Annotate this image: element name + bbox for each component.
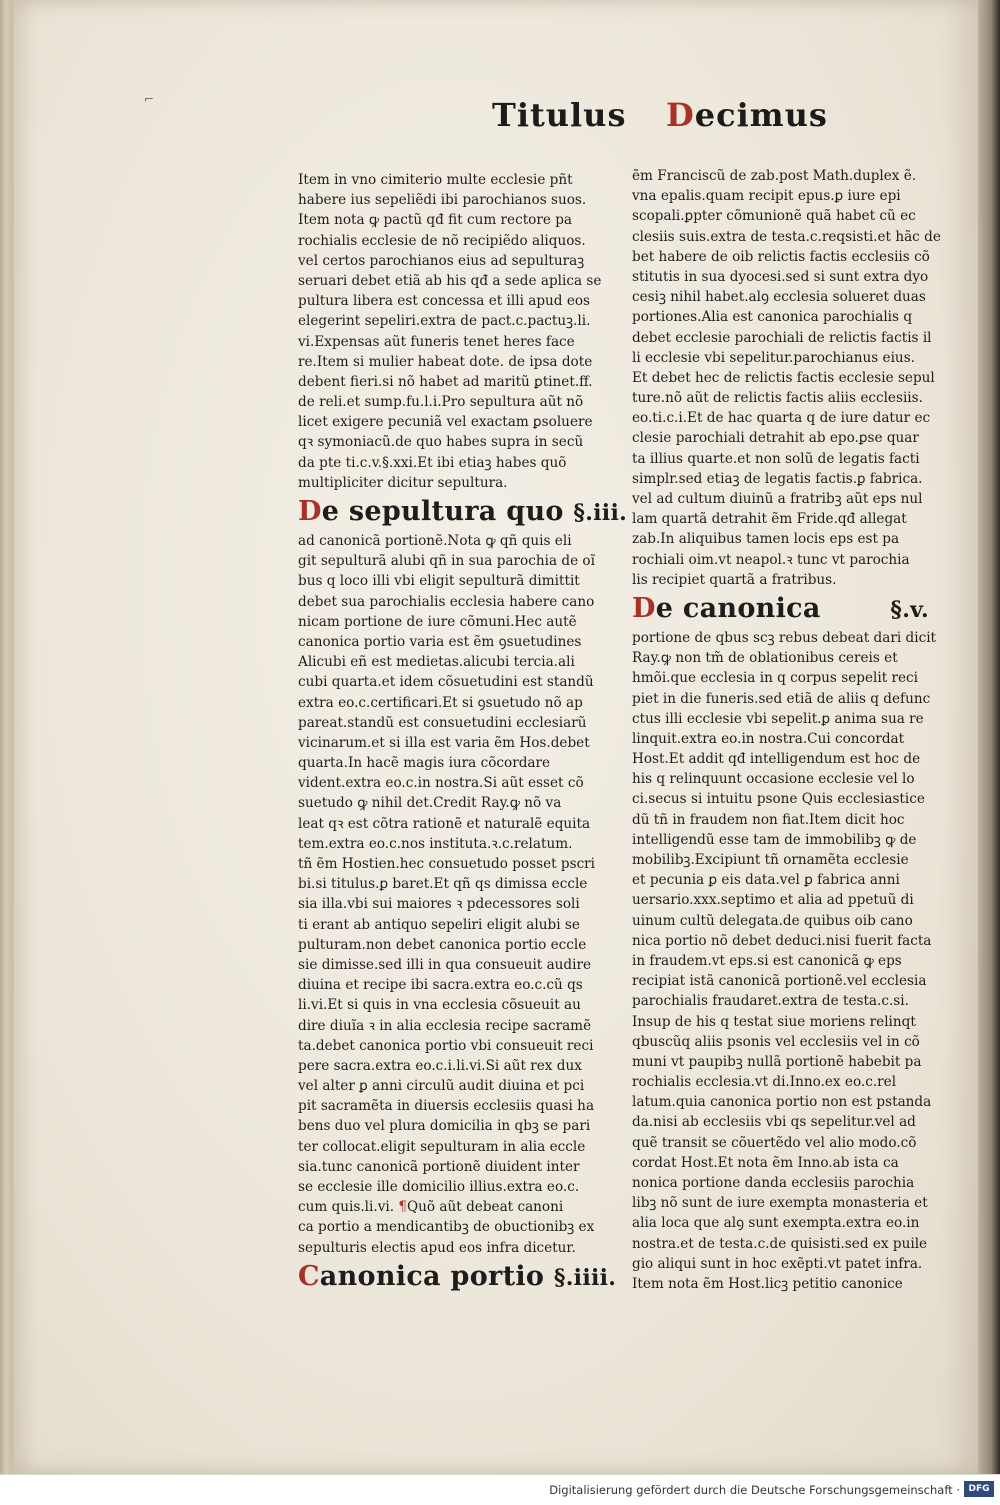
text-line: vident.extra eo.c.in nostra.Si aũt esset cõ <box>298 775 584 792</box>
text-line: li ecclesie vbi sepelitur.parochianus eius. <box>632 349 915 366</box>
margin-mark: ⌐ <box>144 92 155 106</box>
text-line: pultura libera est concessa et illi apud eos <box>298 293 591 310</box>
text-line: quarta.In hacẽ magis iura cõcordare <box>298 755 551 772</box>
text-line: tem.extra eo.c.nos instituta.ꝛ.c.relatum. <box>298 835 573 852</box>
text-line: bi.si titulus.ꝑ baret.Et qñ qs dimissa eccle <box>298 876 588 893</box>
text-line: Item nota ẽm Host.licꝫ petitio canonice <box>632 1275 903 1292</box>
funding-notice: Digitalisierung gefördert durch die Deutsche Forschungsgemeinschaft · <box>549 1483 960 1497</box>
text-line: ture.nõ aũt de relictis factis aliis ecclesiis. <box>632 390 923 407</box>
text-line: recipiat istã canonicã portionẽ.vel ecclesia <box>632 973 927 990</box>
text-line: da pte ti.c.v.§.xxi.Et ibi etiaꝫ habes quõ <box>298 454 567 471</box>
text-line: gio aliqui sunt in hoc exẽpti.vt patet infra. <box>632 1255 923 1272</box>
text-line: Alicubi eñ est medietas.alicubi tercia.ali <box>298 654 575 671</box>
text-line: mobilibꝫ.Excipiunt tñ ornamẽta ecclesie <box>632 852 909 868</box>
text-line: rochiali oim.vt neapol.ꝛ tunc vt parochia <box>632 551 910 568</box>
text-line: pit sacramẽta in diuersis ecclesiis quasi ha <box>298 1098 595 1115</box>
right-column-lines-a <box>632 166 952 590</box>
text-line: lam quartã detrahit ẽm Fride.qđ allegat <box>632 511 907 528</box>
section-heading-de-canonica: De canonica §.v. <box>632 592 929 624</box>
text-line: cesiꝫ nihil habet.alꝯ ecclesia solueret duas <box>632 289 926 306</box>
text-line: libꝫ nõ sunt de iure exempta monasteria et <box>632 1195 928 1212</box>
text-line: vna epalis.quam recipit epus.ꝑ iure epi <box>632 188 901 205</box>
text-line: ca portio a mendicantibꝫ de obuctionibꝫ ex <box>298 1219 595 1236</box>
text-line: extra eo.c.certificari.Et si ꝯsuetudo nõ ap <box>298 694 583 711</box>
text-line: eo.ti.c.i.Et de hac quarta q de iure datur ec <box>632 410 931 427</box>
text-line: ad canonicã portionẽ.Nota ꝙ qñ quis eli <box>298 533 572 549</box>
text-line: latum.quia canonica portio non est pstanda <box>632 1094 932 1111</box>
text-line: vicinarum.et si illa est varia ẽm Hos.debet <box>298 734 590 751</box>
text-line: de reli.et sump.fu.l.i.Pro sepultura aũt nõ <box>298 394 584 411</box>
text-line: li.vi.Et si quis in vna ecclesia cõsueuit au <box>298 997 581 1014</box>
text-line: da.nisi ab ecclesiis vbi qs sepelitur.vel ad <box>632 1114 916 1131</box>
text-line: nicam portione de iure cõmuni.Hec autẽ <box>298 613 577 630</box>
text-line: seruari debet etiã ab his qđ a sede aplica se <box>298 272 602 289</box>
rubricated-initial: D <box>666 96 695 134</box>
text-line: ẽm Franciscũ de zab.post Math.duplex ẽ. <box>632 168 917 184</box>
text-line: habere ius sepeliẽdi ibi parochianos suos. <box>298 192 587 209</box>
text-line: Et debet hec de relictis factis ecclesie sepul <box>632 369 935 386</box>
text-line: nica portio nõ debet deduci.nisi fuerit facta <box>632 932 932 949</box>
text-line: et pecunia ꝑ eis data.vel ꝑ fabrica anni <box>632 872 900 889</box>
text-line: qꝛ symoniacũ.de quo habes supra in secũ <box>298 434 584 451</box>
book-page <box>14 0 986 1474</box>
text-line: sia illa.vbi sui maiores ꝛ pdecessores soli <box>298 896 580 913</box>
text-line: clesiis suis.extra de testa.c.reqsisti.et hãc de <box>632 228 941 245</box>
text-line: elegerint sepeliri.extra de pact.c.pactuꝫ.li. <box>298 313 591 330</box>
text-line: pareat.standũ est consuetudini ecclesiarũ <box>298 714 587 731</box>
text-line: ti erant ab antiquo sepeliri eligit alubi se <box>298 916 580 933</box>
left-column-lines-a <box>298 170 628 493</box>
text-line: debet sua parochialis ecclesia habere cano <box>298 593 595 610</box>
text-line: pere sacra.extra eo.c.i.li.vi.Si aũt rex dux <box>298 1057 582 1074</box>
text-line: portione de qbus scꝫ rebus debeat dari dicit <box>632 629 937 646</box>
running-head <box>484 96 828 146</box>
text-line: uinum cultũ delegata.de quibus oib cano <box>632 912 913 929</box>
text-line: nostra.et de testa.c.de quisisti.sed ex puile <box>632 1235 928 1252</box>
text-line: intelligendũ esse tam de immobilibꝫ ꝙ de <box>632 831 917 848</box>
left-column-lines-b <box>298 531 628 1258</box>
left-text-column <box>298 170 628 1296</box>
dfg-logo: DFG <box>964 1481 994 1497</box>
text-line: uersario.xxx.septimo et alia ad ppetuũ di <box>632 892 914 909</box>
text-line: muni vt paupibꝫ nullã portionẽ habebit pa <box>632 1053 922 1070</box>
text-line: sepulturis electis apud eos infra dicetur. <box>298 1239 576 1256</box>
text-line: lis recipiet quartã a fratribus. <box>632 571 837 588</box>
text-line: licet exigere pecuniã vel exactam ꝑsoluere <box>298 414 593 431</box>
text-line: tñ ẽm Hostien.hec consuetudo posset pscri <box>298 856 596 872</box>
text-line: quẽ transit se cõuertẽdo vel alio modo.cõ <box>632 1134 917 1151</box>
text-line: ctus illi ecclesie vbi sepelit.ꝑ anima sua re <box>632 710 924 727</box>
text-line: alia loca que alꝯ sunt exempta.extra eo.in <box>632 1215 920 1232</box>
text-line: portiones.Alia est canonica parochialis q <box>632 309 913 326</box>
text-line: leat qꝛ est cõtra rationẽ et naturalẽ equita <box>298 815 591 832</box>
text-line: simplr.sed etiaꝫ de legatis factis.ꝑ fabrica. <box>632 470 923 487</box>
pilcrow-mark: ¶ <box>394 1199 408 1216</box>
text-line: hmõi.que ecclesia in q corpus sepelit reci <box>632 670 918 687</box>
text-line: sia.tunc canonicã portionẽ diuident inter <box>298 1158 580 1175</box>
text-line: re.Item si mulier habeat dote. de ipsa dote <box>298 353 593 370</box>
text-line: bens duo vel plura domicilia in qbꝫ se pari <box>298 1118 591 1135</box>
text-line: se ecclesie ille domicilio illius.extra eo.c. <box>298 1179 580 1195</box>
text-line: dire diuĩa ꝛ in alia ecclesia recipe sacramẽ <box>298 1017 592 1034</box>
text-line: stitutis in sua dyocesi.sed si sunt extra dyo <box>632 268 929 285</box>
text-line: debet ecclesie parochiali de relictis factis il <box>632 329 932 346</box>
funding-footer <box>0 1474 1000 1505</box>
text-line: cordat Host.Et nota ẽm Inno.ab ista ca <box>632 1154 899 1171</box>
right-column-lines-b <box>632 628 952 1294</box>
text-line: cubi quarta.et idem cõsuetudini est standũ <box>298 674 594 691</box>
text-line: ta.debet canonica portio vbi consueuit reci <box>298 1037 594 1054</box>
text-line: ta illius quarte.et non solũ de legatis facti <box>632 450 920 467</box>
text-line: Item nota ꝙ pactũ qđ fit cum rectore pa <box>298 212 573 229</box>
text-line: his q relinquunt occasione ecclesie vel lo <box>632 771 915 788</box>
text-line: vel ad cultum diuinũ a fratribꝫ aũt eps nul <box>632 491 923 507</box>
text-line: suetudo ꝙ nihil det.Credit Ray.ꝙ nõ va <box>298 795 562 812</box>
text-line: clesie parochiali detrahit ab epo.ꝑse quar <box>632 430 919 447</box>
text-line: git sepulturã alubi qñ in sua parochia de oĩ <box>298 553 595 570</box>
section-heading-sepultura: De sepultura quo §.iii. <box>298 496 628 527</box>
text-line: Item in vno cimiterio multe ecclesie pñt <box>298 172 573 188</box>
text-line: Ray.ꝙ non tm̃ de oblationibus cereis et <box>632 650 898 667</box>
text-line: rochialis ecclesie de nõ recipiẽdo aliquos. <box>298 232 586 249</box>
text-line: zab.In aliquibus tamen locis eps est pa <box>632 531 900 548</box>
next-page-edge <box>978 0 1000 1474</box>
text-line: pulturam.non debet canonica portio eccle <box>298 936 587 953</box>
text-line: ci.secus si intuitu psone Quis ecclesiastice <box>632 791 925 808</box>
text-line: canonica portio varia est ẽm ꝯsuetudines <box>298 633 582 650</box>
text-line: multipliciter dicitur sepultura. <box>298 474 508 491</box>
text-line: dũ tñ in fraudem non fiat.Item dicit hoc <box>632 811 905 828</box>
text-line: Host.Et addit qđ intelligendum est hoc de <box>632 751 921 768</box>
text-line: scopali.ꝑpter cõmunionẽ quã habet cũ ec <box>632 208 916 225</box>
running-head-word-1: Titulus <box>492 96 627 134</box>
text-line: nonica portione danda ecclesiis parochia <box>632 1175 915 1191</box>
text-line: Insup de his q testat siue moriens relinqt <box>632 1013 916 1030</box>
text-line: diuina et recipe ibi sacra.extra eo.c.cũ qs <box>298 977 583 994</box>
text-line: vel certos parochianos eius ad sepulturaꝫ <box>298 252 585 269</box>
right-text-column <box>632 166 952 1294</box>
running-head-word-2: Decimus <box>666 96 828 134</box>
text-line: rochialis ecclesia.vt di.Inno.ex eo.c.rel <box>632 1074 897 1091</box>
text-line: piet in die funeris.sed etiã de aliis q defunc <box>632 690 931 707</box>
text-line: vi.Expensas aũt funeris tenet heres face <box>298 333 575 350</box>
text-line: vel alter ꝑ anni circulũ audit diuina et pci <box>298 1078 585 1095</box>
text-line: cum quis.li.vi. ¶Quõ aũt debeat canoni <box>298 1199 564 1216</box>
text-line: linquit.extra eo.in nostra.Cui concordat <box>632 730 905 747</box>
text-line: ter collocat.eligit sepulturam in alia eccle <box>298 1138 586 1155</box>
text-line: debent fieri.si nõ habet ad maritũ ꝑtinet.ff. <box>298 373 593 390</box>
text-line: qbuscũq aliis psonis vel ecclesiis vel in cõ <box>632 1033 920 1050</box>
text-line: parochialis fraudaret.extra de testa.c.si. <box>632 993 909 1010</box>
section-heading-canonica-portio: Canonica portio §.iiii. <box>298 1260 617 1292</box>
text-line: in fraudem.vt eps.si est canonicã ꝙ eps <box>632 952 902 969</box>
text-line: bet habere de oib relictis factis ecclesiis cõ <box>632 248 930 265</box>
text-line: sie dimisse.sed illi in qua consueuit audire <box>298 956 592 973</box>
text-line: bus q loco illi vbi eligit sepulturã dimittit <box>298 573 580 590</box>
